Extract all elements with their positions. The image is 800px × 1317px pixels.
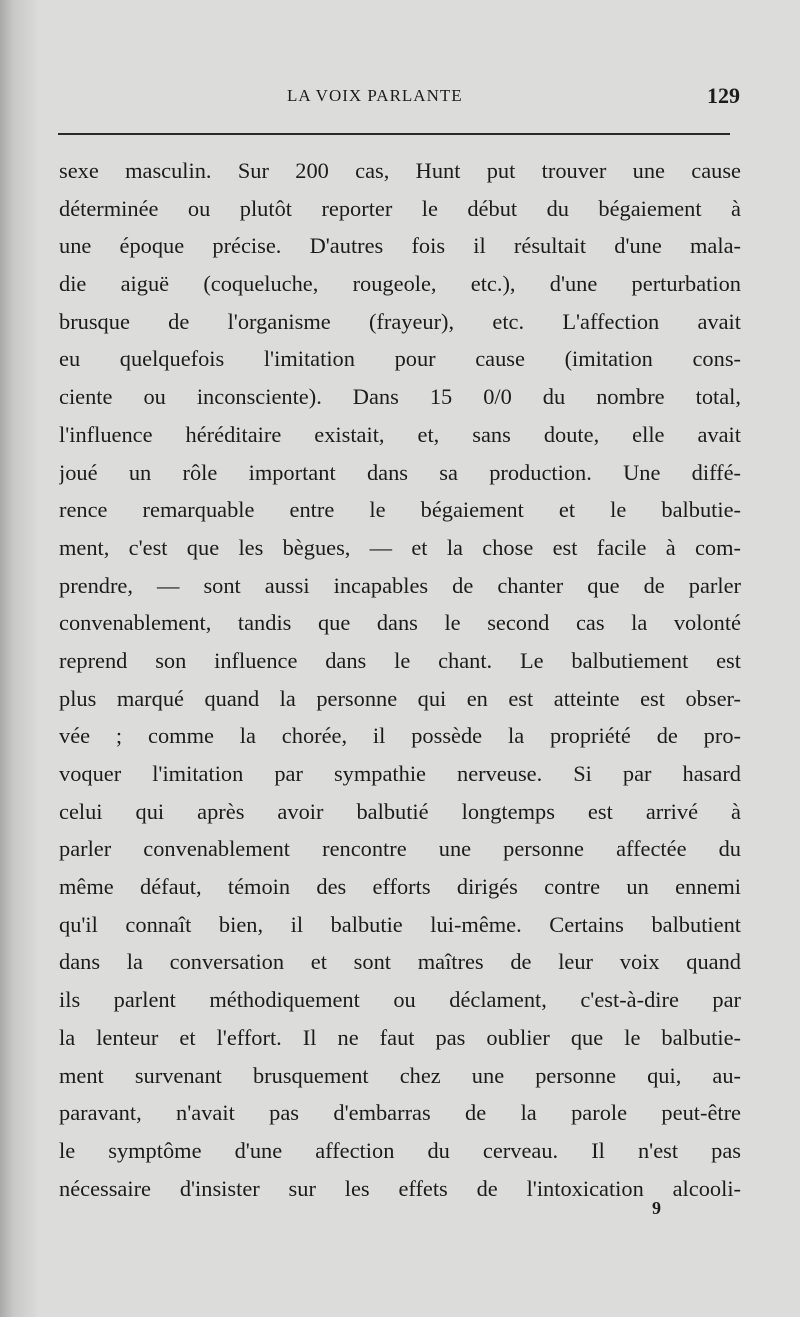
page-header xyxy=(60,83,740,112)
text-line: le symptôme d'une affection du cerveau. Il n'est pas xyxy=(59,1137,741,1163)
text-line: die aiguë (coqueluche, rougeole, etc.), d'une perturbation xyxy=(59,271,741,297)
text-line: reprend son influence dans le chant. Le balbutiement est xyxy=(59,647,741,673)
text-line: celui qui après avoir balbutié longtemps est arrivé à xyxy=(59,798,741,824)
text-line: paravant, n'avait pas d'embarras de la parole peut-être xyxy=(59,1100,741,1126)
text-line: plus marqué quand la personne qui en est atteinte est obser- xyxy=(59,685,741,711)
text-line: prendre, — sont aussi incapables de chanter que de parler xyxy=(59,572,741,598)
text-line: vée ; comme la chorée, il possède la propriété de pro- xyxy=(59,723,741,749)
text-line: convenablement, tandis que dans le second cas la volonté xyxy=(59,610,741,636)
text-line: dans la conversation et sont maîtres de leur voix quand xyxy=(59,949,741,975)
text-line: sexe masculin. Sur 200 cas, Hunt put trouver une cause xyxy=(59,158,741,183)
page-number: 129 xyxy=(707,83,740,108)
text-line: nécessaire d'insister sur les effets de l'intoxication alcooli- xyxy=(59,1175,741,1201)
text-line: ment survenant brusquement chez une personne qui, au- xyxy=(59,1062,741,1088)
text-line: ciente ou inconsciente). Dans 15 0/0 du nombre total, xyxy=(59,384,741,410)
text-line: ils parlent méthodiquement ou déclament, c'est-à-dire par xyxy=(59,987,741,1013)
text-line: rence remarquable entre le bégaiement et le balbutie- xyxy=(59,497,741,523)
header-rule xyxy=(58,133,730,135)
text-line: l'influence héréditaire existait, et, sans doute, elle avait xyxy=(59,421,741,447)
running-head: LA VOIX PARLANTE xyxy=(287,86,463,105)
text-line: brusque de l'organisme (frayeur), etc. L'affection avait xyxy=(59,308,741,334)
text-line: ment, c'est que les bègues, — et la chose est facile à com- xyxy=(59,534,741,560)
text-line: qu'il connaît bien, il balbutie lui-même. Certains balbutient xyxy=(59,911,741,937)
text-line: eu quelquefois l'imitation pour cause (imitation cons- xyxy=(59,346,741,372)
text-line: parler convenablement rencontre une personne affectée du xyxy=(59,836,741,862)
signature-mark: 9 xyxy=(652,1198,661,1218)
body-text xyxy=(59,152,741,1207)
text-line: déterminée ou plutôt reporter le début du bégaiement à xyxy=(59,195,741,221)
text-line: joué un rôle important dans sa production. Une diffé- xyxy=(59,459,741,485)
text-line: même défaut, témoin des efforts dirigés contre un ennemi xyxy=(59,874,741,900)
text-line: voquer l'imitation par sympathie nerveuse. Si par hasard xyxy=(59,761,741,786)
text-line: une époque précise. D'autres fois il résultait d'une mala- xyxy=(59,233,741,259)
text-line: la lenteur et l'effort. Il ne faut pas oublier que le balbutie- xyxy=(59,1024,741,1050)
